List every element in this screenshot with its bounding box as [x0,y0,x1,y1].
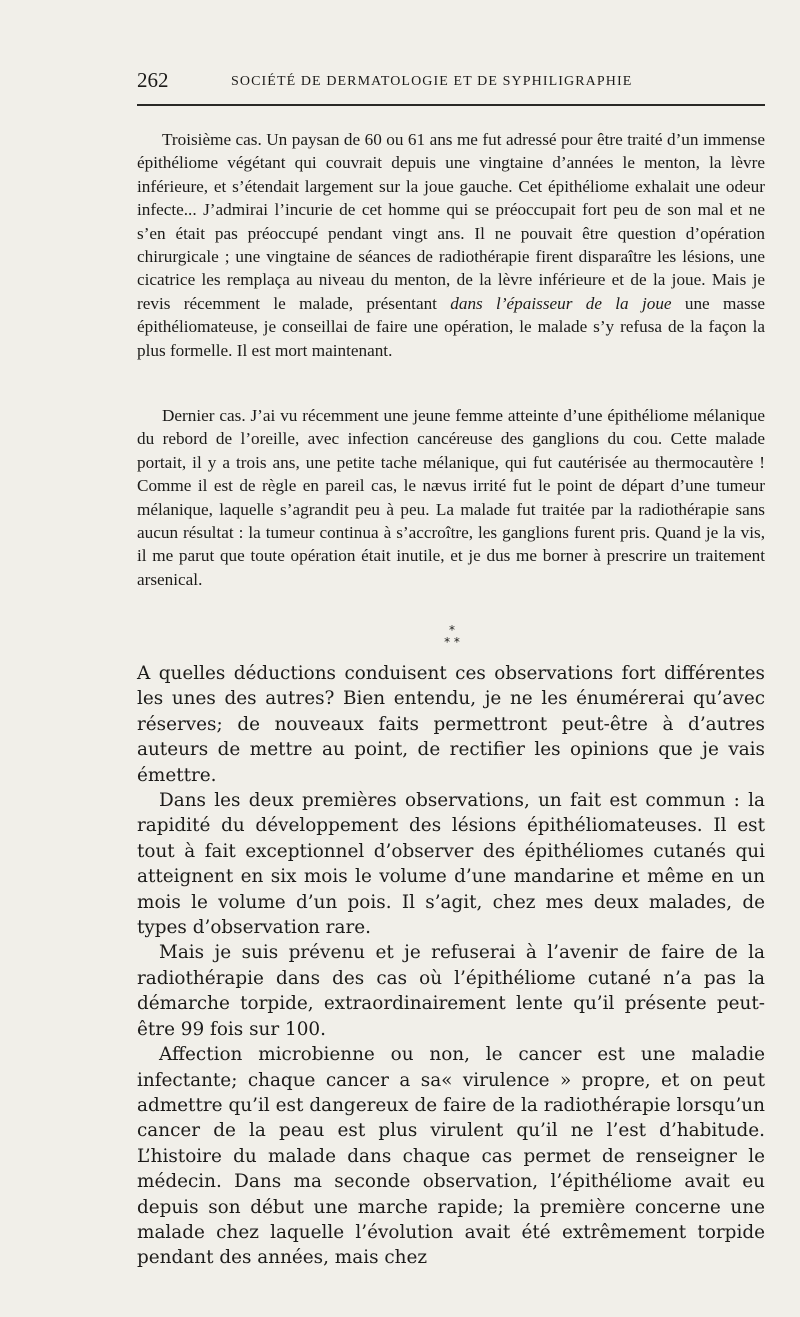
last-case-paragraph [137,404,765,591]
separator-top-star: * [449,623,455,637]
discussion-paragraph-2: Dans les deux premières observations, un fait est commun : la rapidité du développement des lésions épithéliomateuses. Il est tout à fait exceptionnel d’observer des épithéliomes cutanés qui atteignent en six mois le volume d’une mandarine et même en un mois le volume d’un pois. Il s’agit, chez mes deux malades, de types d’observation rare. [137,790,765,939]
case-three-italic-phrase: dans l’épaisseur de la joue [450,293,672,313]
last-case-text: Dernier cas. J’ai vu récemment une jeune femme atteinte d’une épithéliome mélanique du rebord de l’oreille, avec infection cancéreuse des ganglions du cou. Cette malade portait, il y a trois ans, une petite tache mélanique, qui fut cautérisée au thermocautère ! Comme il est de règle en pareil cas, le nævus irrité fut le point de départ d’une tumeur mélanique, laquelle s’agrandit peu à peu. La malade fut traitée par la radiothérapie sans aucun résultat : la tumeur continua à s’accroître, les ganglions furent pris. Quand je la vis, il me parut que toute opération était inutile, et je dus me borner à prescrire un traitement arsenical. [137,406,765,589]
case-three-text [137,128,765,362]
page-number: 262 [137,68,169,92]
case-three-text-end: une masse épithéliomateuse, je conseillai de faire une opération, le malade s’y refusa de la façon la plus formelle. Il est mort maintenant. [137,293,765,360]
case-three-paragraph [137,128,765,362]
page-header [137,68,765,98]
discussion-section [137,661,765,1271]
discussion-paragraph-4: Affection microbienne ou non, le cancer est une maladie infectante; chaque cancer a sa« virulence » propre, et on peut admettre qu’il est dangereux de faire de la radiothérapie lorsqu’un cancer de la peau est plus virulent qu’il ne l’est d’habitude. L’histoire du malade dans chaque cas permet de renseigner le médecin. Dans ma seconde observation, l’épithéliome avait eu depuis son début une marche rapide; la première concerne une malade chez laquelle l’évolution avait été extrêmement torpide pendant des années, mais chez [137,1044,765,1269]
section-separator [434,624,470,648]
discussion-paragraph-3: Mais je suis prévenu et je refuserai à l’avenir de faire de la radiothérapie dans des cas où l’épithéliome cutané n’a pas la démarche torpide, extraordinairement lente qu’il présente peut-être 99 fois sur 100. [137,942,765,1040]
discussion-paragraph-1: A quelles déductions conduisent ces observations fort différentes les unes des autres? Bien entendu, je ne les énumérerai qu’avec réserves; de nouveaux faits permettront peut-être à d’autres auteurs de mettre au point, de rectifier les opinions que je vais émettre. [137,663,765,786]
case-three-text-start: Troisième cas. Un paysan de 60 ou 61 ans me fut adressé pour être traité d’un immense épithéliome végétant qui couvrait depuis une vingtaine d’années le menton, la lèvre inférieure, et s’étendait largement sur la joue gauche. Cet épithéliome exhalait une odeur infecte... J’admirai l’incurie de cet homme qui se préoccupait fort peu de son mal et ne s’en était pas préoccupé pendant vingt ans. Il ne pouvait être question d’opération chirurgicale ; une vingtaine de séances de radiothérapie firent disparaître les lésions, une cicatrice les remplaça au niveau du menton, de la lèvre inférieure et de la joue. Mais je revis récemment le malade, présentant [137,130,765,313]
header-rule [137,104,765,106]
running-title: SOCIÉTÉ DE DERMATOLOGIE ET DE SYPHILIGRAPHIE [231,74,633,89]
separator-bottom-stars: * * [444,635,460,649]
